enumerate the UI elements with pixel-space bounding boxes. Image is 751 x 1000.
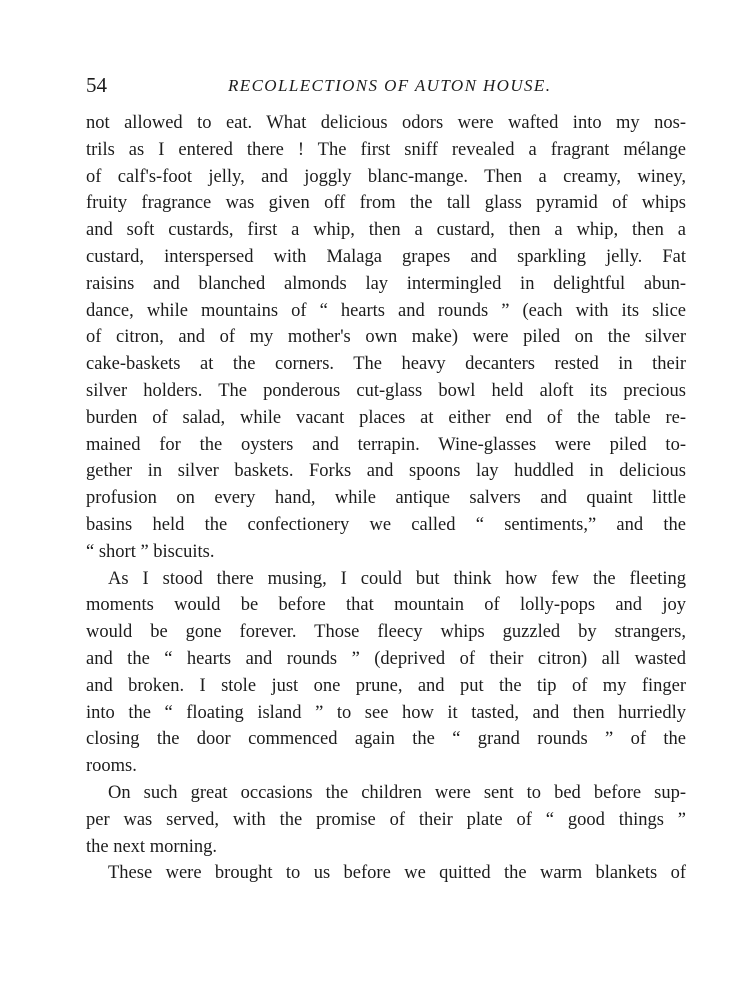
text-line: gether in silver baskets. Forks and spoons lay huddled in delicious <box>86 461 686 482</box>
text-line: of calf's-foot jelly, and joggly blanc-mange. Then a creamy, winey, <box>86 166 686 187</box>
text-line: and broken. I stole just one prune, and put the tip of my finger <box>86 675 686 696</box>
text-line: of citron, and of my mother's own make) were piled on the silver <box>86 327 686 348</box>
text-line: the next morning. <box>86 836 218 857</box>
paragraph <box>86 780 686 860</box>
text-line: As I stood there musing, I could but think how few the fleeting <box>108 568 686 589</box>
text-line: rooms. <box>86 756 137 777</box>
text-line: not allowed to eat. What delicious odors were wafted into my nos- <box>86 113 686 133</box>
text-line: would be gone forever. Those fleecy whips guzzled by strangers, <box>86 622 686 643</box>
paragraph <box>86 110 686 566</box>
text-line: These were brought to us before we quitted the warm blankets of <box>108 863 686 884</box>
text-line: trils as I entered there ! The first sniff revealed a fragrant mélange <box>86 139 686 160</box>
paragraph <box>86 566 686 780</box>
text-line: burden of salad, while vacant places at either end of the table re- <box>86 407 686 428</box>
text-line: dance, while mountains of “ hearts and rounds ” (each with its slice <box>86 300 686 321</box>
text-line: cake-baskets at the corners. The heavy decanters rested in their <box>86 354 686 375</box>
text-line: and the “ hearts and rounds ” (deprived of their citron) all wasted <box>86 648 686 669</box>
paragraph <box>86 860 686 887</box>
text-line: closing the door commenced again the “ grand rounds ” of the <box>86 729 686 750</box>
text-line: raisins and blanched almonds lay intermingled in delightful abun- <box>86 273 686 294</box>
text-line: On such great occasions the children were sent to bed before sup- <box>108 782 686 803</box>
text-line: silver holders. The ponderous cut-glass bowl held aloft its precious <box>86 380 686 401</box>
text-line: basins held the confectionery we called “ sentiments,” and the <box>86 514 686 535</box>
page-number: 54 <box>86 73 107 97</box>
running-title: RECOLLECTIONS OF AUTON HOUSE. <box>228 76 552 95</box>
text-line: profusion on every hand, while antique salvers and quaint little <box>86 488 686 509</box>
text-line: custard, interspersed with Malaga grapes and sparkling jelly. Fat <box>86 246 686 267</box>
body-text <box>86 110 686 887</box>
text-line: mained for the oysters and terrapin. Wine-glasses were piled to- <box>86 434 686 455</box>
text-line: per was served, with the promise of their plate of “ good things ” <box>86 809 686 830</box>
page-header <box>86 70 686 100</box>
text-line: fruity fragrance was given off from the tall glass pyramid of whips <box>86 193 686 214</box>
text-line: into the “ floating island ” to see how it tasted, and then hurriedly <box>86 702 686 723</box>
text-line: “ short ” biscuits. <box>86 541 215 562</box>
text-line: moments would be before that mountain of lolly-pops and joy <box>86 595 686 616</box>
text-line: and soft custards, first a whip, then a custard, then a whip, then a <box>86 220 686 241</box>
